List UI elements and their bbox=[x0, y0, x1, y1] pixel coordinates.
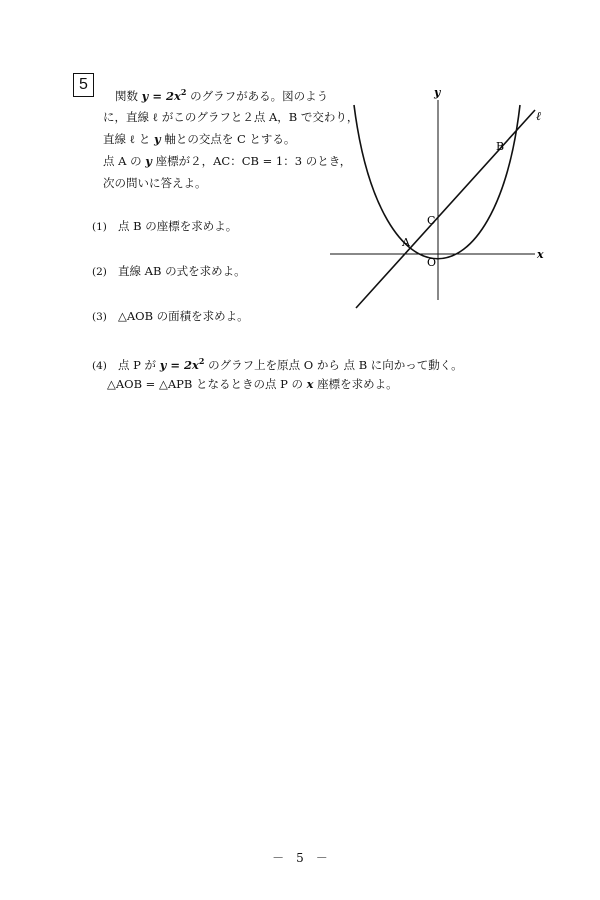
intro-line-2 bbox=[103, 109, 358, 125]
x-axis-label: x bbox=[537, 248, 544, 261]
question-2-text: 直線 AB の式を求めよ。 bbox=[118, 264, 246, 278]
problem-number bbox=[73, 73, 94, 97]
intro-line-3-var: y bbox=[153, 132, 161, 146]
question-1-number: (1) bbox=[92, 221, 107, 233]
intro-line-3-post: 軸との交点を C とする。 bbox=[160, 132, 296, 146]
intro-line-2-text: に，直線 ℓ がこのグラフと２点 A，B で交わり， bbox=[103, 110, 359, 124]
question-4-function-expression: y = 2x bbox=[159, 357, 199, 372]
question-4-number: (4) bbox=[92, 359, 107, 372]
question-3-text: △AOB の面積を求めよ。 bbox=[118, 309, 249, 323]
question-4-line-1-pre: 点 P が bbox=[118, 357, 160, 372]
line-l-label: ℓ bbox=[536, 109, 541, 123]
intro-line-4 bbox=[103, 153, 351, 169]
question-4-line-2-var: x bbox=[306, 377, 314, 391]
question-4-line-2-pre: △AOB = △APB となるときの点 P の bbox=[107, 377, 307, 391]
question-2-number: (2) bbox=[92, 266, 107, 278]
question-4-line-2 bbox=[107, 376, 398, 392]
question-3 bbox=[92, 308, 249, 325]
function-exponent: 2 bbox=[180, 87, 187, 97]
intro-line-3 bbox=[103, 131, 295, 147]
intro-line-1-post: のグラフがある。図のよう bbox=[186, 88, 329, 103]
intro-line-4-post: 座標が２，AC：CB = 1：3 のとき， bbox=[151, 154, 352, 168]
question-1-text: 点 B の座標を求めよ。 bbox=[118, 219, 238, 233]
intro-line-4-var: y bbox=[145, 154, 152, 168]
question-1 bbox=[92, 218, 237, 235]
question-3-number: (3) bbox=[92, 311, 107, 323]
parabola-curve bbox=[354, 105, 520, 259]
page-number-text: － 5 － bbox=[272, 851, 328, 865]
intro-line-5 bbox=[103, 175, 207, 191]
intro-line-4-pre: 点 A の bbox=[103, 154, 146, 168]
y-axis-label: y bbox=[434, 86, 441, 99]
question-4-line-2-post: 座標を求めよ。 bbox=[313, 377, 398, 391]
question-4-function-exponent: 2 bbox=[198, 356, 205, 366]
page-number bbox=[0, 850, 600, 866]
intro-line-3-pre: 直線 ℓ と bbox=[103, 132, 154, 146]
point-b-label: B bbox=[496, 140, 505, 153]
intro-line-1 bbox=[115, 84, 328, 104]
intro-line-5-text: 次の問いに答えよ。 bbox=[103, 176, 207, 190]
question-4-line-1 bbox=[92, 353, 463, 374]
question-4-line-1-post: のグラフ上を原点 O から 点 B に向かって動く。 bbox=[204, 357, 463, 372]
point-a-label: A bbox=[402, 236, 410, 249]
problem-number-text: 5 bbox=[79, 76, 88, 93]
function-expression: y = 2x bbox=[141, 88, 181, 103]
origin-label: O bbox=[427, 256, 437, 269]
parabola-line-graph bbox=[330, 80, 550, 315]
question-2 bbox=[92, 263, 246, 280]
intro-line-1-pre: 関数 bbox=[115, 88, 142, 103]
line-l bbox=[356, 110, 535, 308]
point-c-label: C bbox=[427, 214, 436, 227]
